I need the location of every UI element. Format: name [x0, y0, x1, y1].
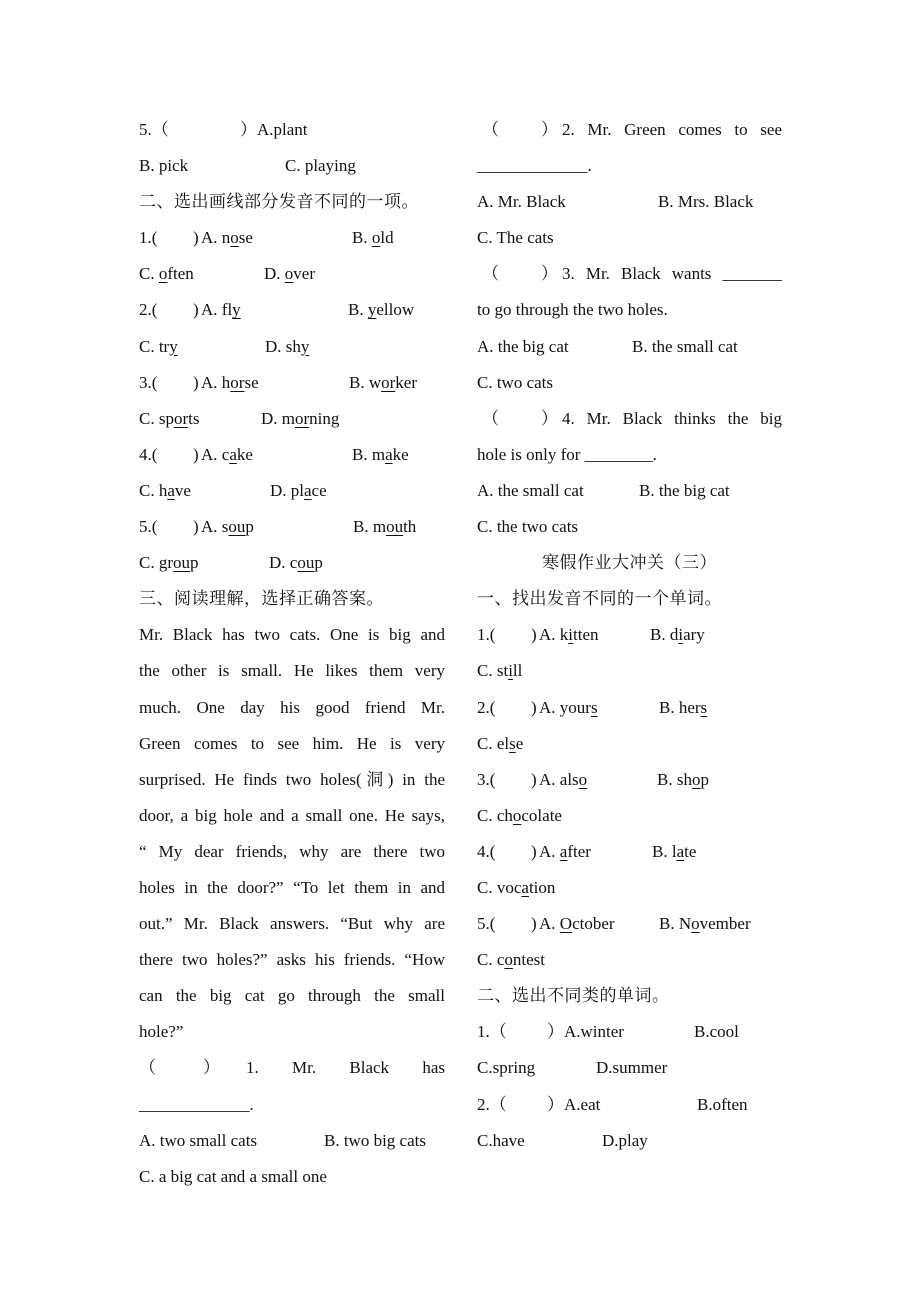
paren-open: （: [482, 408, 499, 428]
section-2b-heading: 二、选出不同类的单词。: [477, 986, 670, 1006]
paren-open: （: [482, 264, 499, 284]
reading-question-3-options: [477, 329, 782, 365]
passage-line: out.” Mr. Black answers. “But why are: [139, 914, 445, 934]
option-b: B. worker: [349, 372, 418, 392]
option-c: C. still: [477, 661, 523, 681]
paren-close: ）: [541, 120, 558, 139]
phonics-question-2-cd: [139, 329, 445, 365]
option-b: B. yellow: [348, 300, 415, 320]
answer-paren: ): [193, 372, 199, 392]
phonics-question-4-cd: [139, 473, 445, 509]
phonics-question-1: [139, 220, 445, 256]
question-number: 1.(: [477, 625, 496, 645]
option-b: B. November: [659, 914, 751, 934]
phonics-question-4: [139, 437, 445, 473]
paren-close: ）: [203, 1058, 220, 1078]
option-c: C.have: [477, 1130, 525, 1150]
option-a: A. fly: [201, 300, 241, 320]
option-a: A. Mr. Black: [477, 192, 566, 212]
question-number: 3.(: [139, 372, 158, 392]
option-c: C. two cats: [477, 372, 554, 392]
question-text: 3. Mr. Black wants _______: [562, 264, 782, 284]
option-a: A. after: [539, 841, 591, 861]
pronunciation-question-5: [477, 906, 782, 942]
question-number: 2.(: [139, 300, 158, 320]
option-b: B. late: [652, 841, 697, 861]
option-a: A. the small cat: [477, 480, 584, 500]
option-c: C. contest: [477, 950, 545, 970]
option-b: B. diary: [650, 625, 705, 645]
option-b: B. pick: [139, 156, 189, 176]
option-b: B. the big cat: [639, 480, 730, 500]
option-b: B.often: [697, 1094, 748, 1114]
paren-close: ）: [541, 264, 558, 284]
passage-line: Green comes to see him. He is very: [139, 733, 445, 753]
reading-question-2-options: [477, 184, 782, 220]
category-question-2: [477, 1087, 782, 1123]
reading-question-4: [477, 401, 782, 437]
question-5-options: [139, 148, 445, 184]
phonics-question-5: [139, 509, 445, 545]
option-b: B. mouth: [353, 517, 417, 537]
option-c: C. vocation: [477, 877, 556, 897]
option-c: C. The cats: [477, 228, 554, 248]
page-title: 寒假作业大冲关（三）: [542, 553, 717, 573]
option-a: A. cake: [201, 444, 253, 464]
question-number: 1.(: [139, 228, 158, 248]
option-b: B. make: [352, 444, 409, 464]
phonics-question-3: [139, 365, 445, 401]
option-a: A. horse: [201, 372, 259, 392]
option-b: B. shop: [657, 769, 709, 789]
option-b: B. the small cat: [632, 336, 738, 356]
option-a: A. also: [539, 769, 588, 789]
option-d: D. morning: [261, 408, 340, 428]
option-c: C. try: [139, 336, 178, 356]
option-c: C.spring: [477, 1058, 536, 1078]
paren-open: （: [139, 1058, 156, 1078]
answer-paren: ): [531, 625, 537, 645]
answer-paren: ): [193, 444, 199, 464]
passage-line: surprised. He finds two holes(洞) in the: [139, 769, 445, 789]
question-continuation: hole is only for ________.: [477, 444, 657, 464]
passage-line: Mr. Black has two cats. One is big and: [139, 625, 445, 645]
question-number: 2.（: [477, 1094, 507, 1114]
option-a: A.plant: [257, 120, 308, 139]
answer-paren: ): [531, 914, 537, 934]
passage-line: holes in the door?” “To let them in and: [139, 877, 445, 897]
option-c: C. group: [139, 553, 199, 573]
answer-paren: ): [531, 841, 537, 861]
option-d: D.summer: [596, 1058, 668, 1078]
question-number: 5.（: [139, 120, 169, 139]
section-2-heading: 二、选出画线部分发音不同的一项。: [139, 192, 419, 212]
section-1-heading: 一、找出发音不同的一个单词。: [477, 589, 722, 609]
answer-blank: _____________.: [477, 156, 592, 176]
passage-line: hole?”: [139, 1022, 184, 1042]
question-text: 4. Mr. Black thinks the big: [562, 408, 782, 428]
option-a: A.eat: [564, 1094, 601, 1114]
answer-paren: ）: [547, 1094, 564, 1114]
answer-blank: _____________.: [139, 1094, 254, 1114]
option-c: C. playing: [285, 156, 356, 176]
option-a: A. soup: [201, 517, 254, 537]
answer-paren: ): [531, 697, 537, 717]
answer-paren: ）: [240, 120, 257, 139]
option-d: D. shy: [265, 336, 310, 356]
question-5-plant: [139, 112, 445, 148]
question-number: 2.(: [477, 697, 496, 717]
option-b: B. old: [352, 228, 394, 248]
phonics-question-1-cd: [139, 256, 445, 292]
right-column: [477, 112, 782, 1159]
phonics-question-3-cd: [139, 401, 445, 437]
question-number: 5.(: [477, 914, 496, 934]
option-b: B.cool: [694, 1022, 739, 1042]
option-c: C. sports: [139, 408, 200, 428]
phonics-question-2: [139, 292, 445, 328]
question-number: 5.(: [139, 517, 158, 537]
pronunciation-question-4: [477, 834, 782, 870]
paren-close: ）: [541, 408, 558, 428]
option-d: D. coup: [269, 553, 323, 573]
passage-line: door, a big hole and a small one. He says,: [139, 805, 445, 825]
option-a: A. nose: [201, 228, 253, 248]
reading-question-2: [477, 112, 782, 148]
option-c: C. the two cats: [477, 517, 579, 537]
answer-paren: ): [193, 300, 199, 320]
pronunciation-question-1: [477, 617, 782, 653]
question-text: 1. Mr. Black has: [246, 1058, 445, 1078]
option-c: C. a big cat and a small one: [139, 1166, 327, 1186]
phonics-question-5-cd: [139, 545, 445, 581]
option-a: A. yours: [539, 697, 598, 717]
paren-open: （: [482, 120, 499, 139]
category-question-1: [477, 1014, 782, 1050]
question-number: 4.(: [139, 444, 158, 464]
section-3-heading: 三、阅读理解，选择正确答案。: [139, 589, 384, 609]
option-c: C. often: [139, 264, 194, 284]
option-a: A. October: [539, 914, 615, 934]
passage-line: the other is small. He likes them very: [139, 661, 445, 681]
pronunciation-question-2: [477, 690, 782, 726]
option-c: C. have: [139, 480, 191, 500]
option-b: B. two big cats: [324, 1130, 426, 1150]
answer-paren: ）: [547, 1022, 564, 1042]
question-number: 4.(: [477, 841, 496, 861]
option-d: D.play: [602, 1130, 648, 1150]
option-a: A. two small cats: [139, 1130, 258, 1150]
question-text: 2. Mr. Green comes to see: [562, 120, 782, 139]
option-b: B. hers: [659, 697, 708, 717]
question-continuation: to go through the two holes.: [477, 300, 668, 320]
reading-question-4-options: [477, 473, 782, 509]
option-c: C. else: [477, 733, 524, 753]
category-question-2-cd: [477, 1123, 782, 1159]
option-a: A. kitten: [539, 625, 599, 645]
answer-paren: ): [531, 769, 537, 789]
option-d: D. over: [264, 264, 315, 284]
option-c: C. chocolate: [477, 805, 562, 825]
question-number: 1.（: [477, 1022, 507, 1042]
option-a: A.winter: [564, 1022, 624, 1042]
option-d: D. place: [270, 480, 327, 500]
reading-question-3: [477, 256, 782, 292]
reading-question-1-options: [139, 1123, 445, 1159]
left-column: [139, 112, 445, 1195]
passage-line: much. One day his good friend Mr.: [139, 697, 445, 717]
passage-line: “ My dear friends, why are there two: [139, 841, 445, 861]
answer-paren: ): [193, 228, 199, 248]
reading-question-1: [139, 1050, 445, 1086]
passage-line: there two holes?” asks his friends. “How: [139, 950, 445, 970]
passage-line: can the big cat go through the small: [139, 986, 445, 1006]
option-b: B. Mrs. Black: [658, 192, 754, 212]
category-question-1-cd: [477, 1050, 782, 1086]
question-number: 3.(: [477, 769, 496, 789]
option-a: A. the big cat: [477, 336, 569, 356]
pronunciation-question-3: [477, 762, 782, 798]
answer-paren: ): [193, 517, 199, 537]
